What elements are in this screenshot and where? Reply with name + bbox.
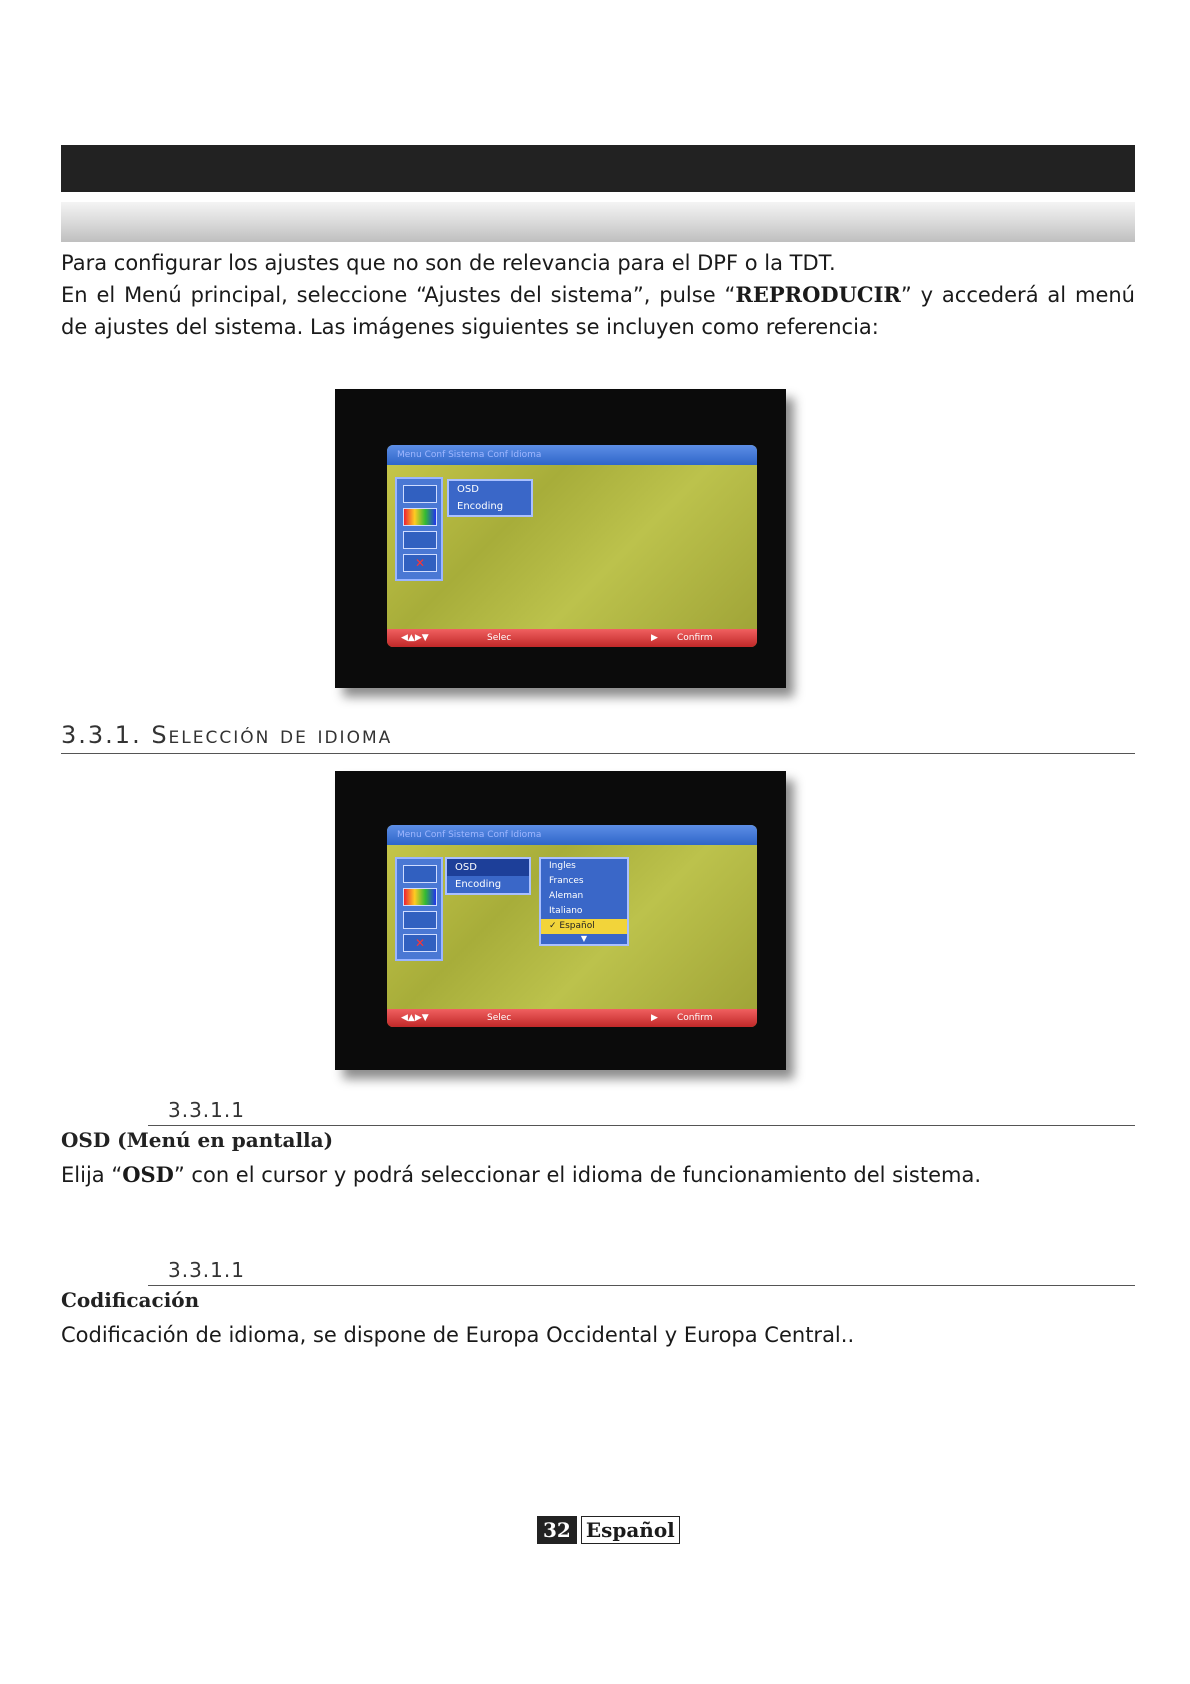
subsection-number: 3.3.1.1	[168, 1098, 245, 1122]
submenu	[445, 857, 531, 895]
page-language: Español	[581, 1516, 680, 1544]
subsection-rule	[148, 1285, 1135, 1286]
hint-bar	[387, 629, 757, 647]
nav-arrows-icon: ◀▲▶▼	[401, 633, 429, 643]
menu-item-encoding[interactable]: Encoding	[455, 879, 502, 890]
icon-panel	[395, 857, 443, 961]
tv-screen	[387, 825, 757, 1027]
color-icon	[403, 888, 437, 906]
subsection-title: Codificación	[61, 1288, 200, 1312]
play-icon: ▶	[651, 1013, 658, 1023]
hint-confirm: Confirm	[677, 1013, 713, 1023]
menu-item-encoding[interactable]: Encoding	[457, 501, 504, 512]
intro-line-1: Para configurar los ajustes que no son de relevancia para el DPF o la TDT.	[61, 251, 836, 275]
subheader-bar	[61, 202, 1135, 242]
subsection-number: 3.3.1.1	[168, 1258, 245, 1282]
color-icon	[403, 508, 437, 526]
section-rule	[61, 753, 1135, 754]
subsection-rule	[148, 1125, 1135, 1126]
intro-line-2	[61, 279, 1135, 343]
intro-emph-reproducir: REPRODUCIR	[735, 282, 901, 307]
language-icon	[403, 485, 437, 503]
osd-text-pre: Elija “	[61, 1163, 123, 1187]
menu-item-osd[interactable]: OSD	[457, 484, 479, 495]
language-option[interactable]: Frances	[549, 876, 584, 886]
scroll-down-icon[interactable]: ▼	[580, 934, 588, 943]
screenshot-system-menu	[335, 389, 786, 688]
icon-panel	[395, 477, 443, 581]
header-bar	[61, 145, 1135, 192]
tools-icon	[403, 911, 437, 929]
encoding-text: Codificación de idioma, se dispone de Europa Occidental y Europa Central..	[61, 1323, 855, 1347]
subsection-title: OSD (Menú en pantalla)	[61, 1128, 334, 1152]
screenshot-language-menu	[335, 771, 786, 1070]
osd-emph: OSD	[122, 1162, 174, 1187]
close-icon: ✕	[403, 934, 437, 952]
close-icon: ✕	[403, 554, 437, 572]
intro-line-2-pre: En el Menú principal, seleccione “Ajustes del sistema”, pulse “	[61, 283, 736, 307]
section-heading: 3.3.1. Selección de idioma	[61, 721, 393, 749]
language-option[interactable]: Ingles	[549, 861, 576, 871]
breadcrumb-bar: Menu Conf Sistema Conf Idioma	[387, 445, 757, 465]
hint-select: Selec	[487, 633, 512, 643]
hint-bar	[387, 1009, 757, 1027]
tv-screen	[387, 445, 757, 647]
play-icon: ▶	[651, 633, 658, 643]
hint-confirm: Confirm	[677, 633, 713, 643]
language-list	[539, 857, 629, 946]
intro-line-2-post: ” y accederá al menú de ajustes del sistema. Las imágenes siguientes se incluyen como referencia:	[61, 283, 1135, 339]
page-footer	[537, 1516, 680, 1544]
nav-arrows-icon: ◀▲▶▼	[401, 1013, 429, 1023]
tools-icon	[403, 531, 437, 549]
breadcrumb-bar: Menu Conf Sistema Conf Idioma	[387, 825, 757, 845]
page-number: 32	[537, 1516, 577, 1544]
language-option-selected[interactable]: ✓ Español	[541, 919, 627, 934]
subsection-text	[61, 1159, 1135, 1191]
language-option[interactable]: Aleman	[549, 891, 584, 901]
language-option[interactable]: Italiano	[549, 906, 583, 916]
subsection-text	[61, 1319, 1135, 1351]
menu-item-osd[interactable]: OSD	[447, 859, 529, 876]
osd-text-post: ” con el cursor y podrá seleccionar el idioma de funcionamiento del sistema.	[173, 1163, 982, 1187]
hint-select: Selec	[487, 1013, 512, 1023]
submenu	[447, 479, 533, 517]
language-icon	[403, 865, 437, 883]
intro-text	[61, 247, 1135, 343]
